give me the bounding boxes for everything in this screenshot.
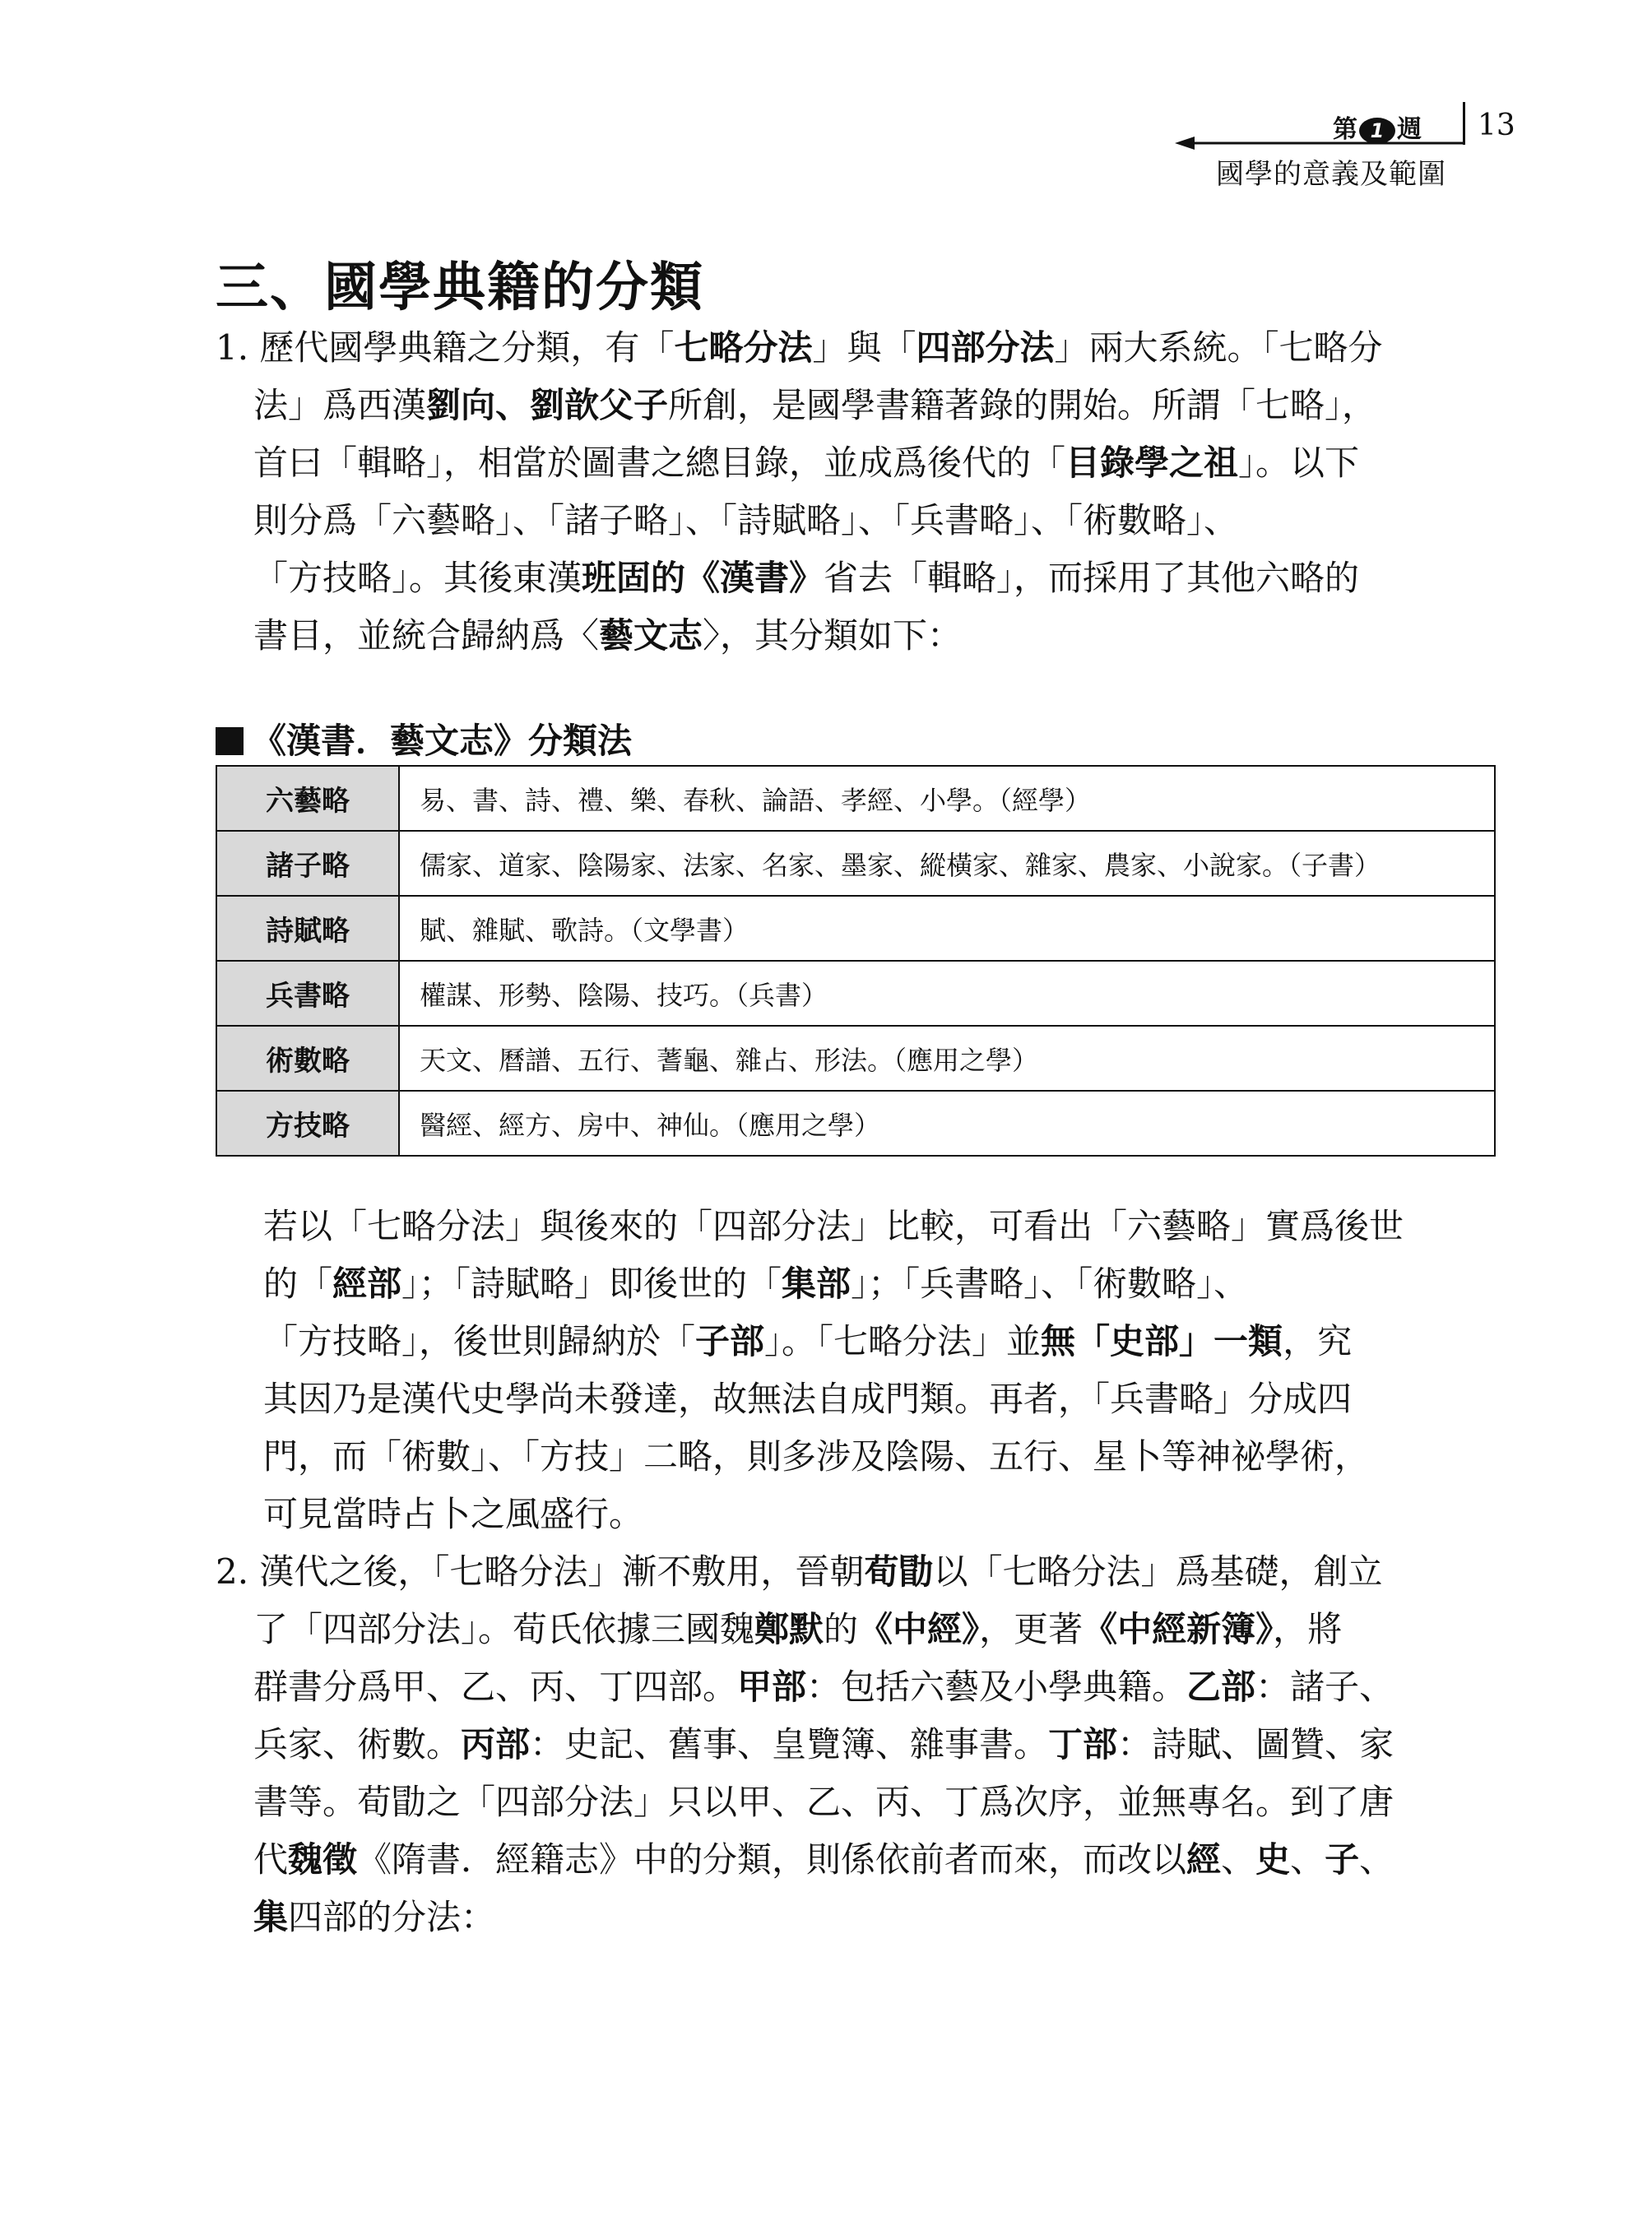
category-cell: 諸子略: [216, 831, 399, 896]
paragraph-2: [216, 1198, 1499, 1543]
emphasis-text: 目錄學之祖: [1065, 443, 1239, 483]
category-cell: 兵書略: [216, 961, 399, 1026]
text-segment: 」與「: [812, 327, 916, 368]
text-segment: 兵家、術數。: [253, 1724, 462, 1764]
week-suffix: 週: [1397, 115, 1422, 144]
emphasis-text: 劉向、劉歆父子: [426, 385, 669, 425]
emphasis-text: 子: [1325, 1839, 1360, 1880]
text-segment: ：包括六藝及小學典籍。: [806, 1667, 1187, 1707]
emphasis-text: 魏徵: [288, 1839, 358, 1880]
text-segment: 」。「七略分法」並: [764, 1321, 1042, 1361]
text-segment: 書目，並統合歸納爲〈: [253, 615, 600, 656]
table-row: [216, 766, 1495, 831]
square-bullet-icon: [216, 727, 244, 755]
content-cell: 儒家、道家、陰陽家、法家、名家、墨家、縱橫家、雜家、農家、小說家。（子書）: [399, 831, 1495, 896]
text-line: [216, 1658, 1499, 1716]
text-segment: ，將: [1273, 1609, 1343, 1649]
emphasis-text: 丁部: [1048, 1724, 1118, 1764]
emphasis-text: 經部: [332, 1264, 402, 1304]
text-segment: 代: [253, 1839, 289, 1880]
emphasis-text: 《中經》: [858, 1609, 980, 1649]
text-segment: 「方技略」，後世則歸納於「: [263, 1321, 696, 1361]
table-title-text: 《漢書．藝文志》分類法: [252, 721, 633, 761]
left-arrow-icon: [1175, 135, 1471, 151]
text-line: [216, 1774, 1499, 1831]
text-line: [216, 1831, 1499, 1889]
emphasis-text: 丙部: [461, 1724, 531, 1764]
text-segment: 省去「輯略」，而採用了其他六略的: [824, 558, 1360, 598]
text-segment: 「方技略」。其後東漢: [253, 558, 582, 598]
section-title: 三、國學典籍的分類: [216, 257, 704, 318]
classification-table: [216, 765, 1496, 1157]
text-line: [216, 1428, 1499, 1486]
text-segment: 2. 漢代之後，「七略分法」漸不敷用，晉朝: [216, 1551, 865, 1592]
text-segment: 《隋書．經籍志》中的分類，則係依前者而來，而改以: [357, 1839, 1187, 1880]
category-cell: 六藝略: [216, 766, 399, 831]
text-line: [216, 607, 1499, 665]
paragraph-1: [216, 319, 1499, 665]
text-segment: 門，而「術數」、「方技」二略，則多涉及陰陽、五行、星卜等神祕學術，: [263, 1436, 1370, 1477]
text-segment: 」兩大系統。「七略分: [1054, 327, 1383, 368]
text-segment: ，更著: [979, 1609, 1084, 1649]
text-segment: 四部的分法：: [288, 1897, 496, 1937]
text-line: [216, 1889, 1499, 1946]
text-line: [216, 1255, 1499, 1313]
content-cell: 易、書、詩、禮、樂、春秋、論語、孝經、小學。（經學）: [399, 766, 1495, 831]
text-segment: 」；「兵書略」、「術數略」、: [851, 1264, 1249, 1304]
text-line: [216, 1370, 1499, 1428]
text-segment: ：詩賦、圖贊、家: [1117, 1724, 1394, 1764]
table-title: [216, 714, 632, 763]
text-line: [216, 1543, 1499, 1601]
text-segment: 〉，其分類如下：: [703, 615, 963, 656]
week-number-badge: 1: [1359, 118, 1395, 144]
text-segment: 可見當時占卜之風盛行。: [263, 1494, 644, 1534]
emphasis-text: 荀勖: [864, 1551, 934, 1592]
text-segment: 則分爲「六藝略」、「諸子略」、「詩賦略」、「兵書略」、「術數略」、: [253, 500, 1239, 540]
content-cell: 賦、雜賦、歌詩。（文學書）: [399, 896, 1495, 961]
text-segment: 首曰「輯略」，相當於圖書之總目錄，並成爲後代的「: [253, 443, 1066, 483]
page-number: 13: [1478, 109, 1515, 142]
emphasis-text: 班固的《漢書》: [582, 558, 824, 598]
category-cell: 方技略: [216, 1091, 399, 1156]
text-line: [216, 1486, 1499, 1543]
text-segment: 」；「詩賦略」即後世的「: [401, 1264, 782, 1304]
text-line: [216, 1601, 1499, 1658]
table-row: [216, 831, 1495, 896]
emphasis-text: 鄭默: [754, 1609, 824, 1649]
text-line: [216, 1716, 1499, 1774]
category-cell: 術數略: [216, 1026, 399, 1091]
text-line: [216, 434, 1499, 492]
table-row: [216, 1026, 1495, 1091]
chapter-title: 國學的意義及範圍: [1216, 158, 1446, 191]
text-segment: 的「: [263, 1264, 333, 1304]
emphasis-text: 史: [1255, 1839, 1291, 1880]
text-segment: 了「四部分法」。荀氏依據三國魏: [253, 1609, 755, 1649]
text-segment: 群書分爲甲、乙、丙、丁四部。: [253, 1667, 738, 1707]
text-line: [216, 1198, 1499, 1255]
content-cell: 天文、曆譜、五行、蓍龜、雜占、形法。（應用之學）: [399, 1026, 1495, 1091]
text-segment: 、: [1359, 1839, 1394, 1880]
text-segment: ：史記、舊事、皇覽簿、雜事書。: [530, 1724, 1049, 1764]
table-row: [216, 1091, 1495, 1156]
category-cell: 詩賦略: [216, 896, 399, 961]
emphasis-text: 七略分法: [674, 327, 813, 368]
emphasis-text: 經: [1186, 1839, 1222, 1880]
text-line: [216, 319, 1499, 377]
table-row: [216, 896, 1495, 961]
emphasis-text: 集: [253, 1897, 289, 1937]
content-cell: 醫經、經方、房中、神仙。（應用之學）: [399, 1091, 1495, 1156]
text-segment: 、: [1290, 1839, 1325, 1880]
emphasis-text: 《中經新簿》: [1083, 1609, 1274, 1649]
text-segment: 書等。荀勖之「四部分法」只以甲、乙、丙、丁爲次序，並無專名。到了唐: [253, 1782, 1394, 1822]
week-prefix: 第: [1333, 115, 1357, 144]
paragraph-3: [216, 1543, 1499, 1946]
table-row: [216, 961, 1495, 1026]
text-line: [216, 549, 1499, 607]
content-cell: 權謀、形勢、陰陽、技巧。（兵書）: [399, 961, 1495, 1026]
text-segment: 若以「七略分法」與後來的「四部分法」比較，可看出「六藝略」實爲後世: [263, 1206, 1404, 1246]
emphasis-text: 藝文志: [599, 615, 703, 656]
emphasis-text: 無「史部」一類: [1041, 1321, 1283, 1361]
text-segment: 法」爲西漢: [253, 385, 427, 425]
text-line: [216, 377, 1499, 434]
text-segment: 」。以下: [1238, 443, 1360, 483]
text-segment: ，究: [1283, 1321, 1353, 1361]
text-segment: ：諸子、: [1255, 1667, 1394, 1707]
emphasis-text: 乙部: [1186, 1667, 1256, 1707]
text-segment: 所創，是國學書籍著錄的開始。所謂「七略」，: [668, 385, 1377, 425]
emphasis-text: 甲部: [737, 1667, 807, 1707]
text-segment: 、: [1221, 1839, 1256, 1880]
emphasis-text: 四部分法: [916, 327, 1055, 368]
emphasis-text: 集部: [782, 1264, 852, 1304]
text-line: [216, 492, 1499, 549]
text-segment: 的: [824, 1609, 859, 1649]
text-segment: 其因乃是漢代史學尚未發達，故無法自成門類。再者，「兵書略」分成四: [263, 1379, 1353, 1419]
emphasis-text: 子部: [695, 1321, 765, 1361]
text-segment: 1. 歷代國學典籍之分類，有「: [216, 327, 675, 368]
text-segment: 以「七略分法」爲基礎，創立: [933, 1551, 1383, 1592]
text-line: [216, 1313, 1499, 1370]
